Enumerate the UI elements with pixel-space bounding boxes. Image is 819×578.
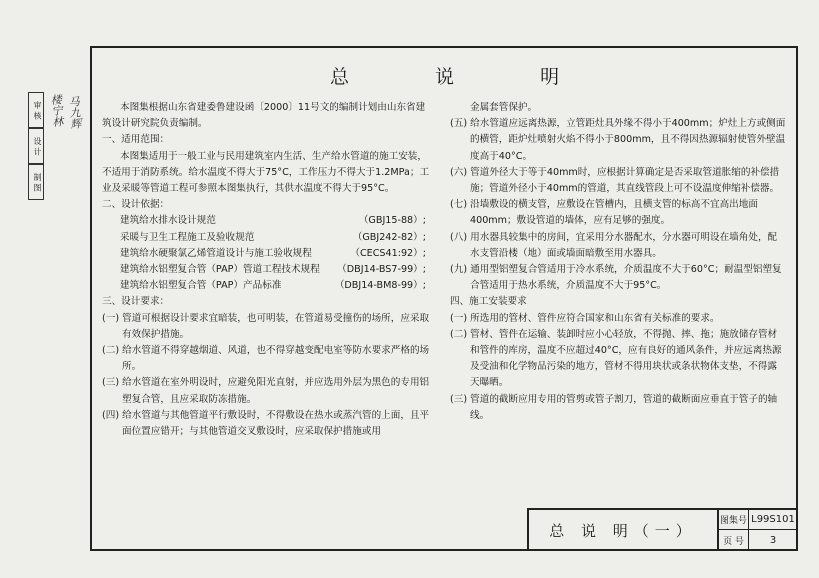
signature-1: 楼宁林 [48,93,65,128]
code-name: 采暖与卫生工程施工及验收规范 [120,231,255,243]
requirement-item: (三) 给水管道在室外明设时，应避免阳光直射，并应选用外层为黑色的专用铝塑复合管，且应采取防冻措施。 [102,377,430,405]
signature-2: 马九辉 [66,95,83,130]
code-row [102,230,432,246]
requirement-item: (五) 给水管道应远离热源，立管距灶具外缘不得小于400mm；炉灶上方或侧面的横管，距炉灶喷射火焰不得小于800mm，且不得因热源辐射使管外壁温度高于40°C。 [450,118,786,162]
code-name: 建筑给水铝塑复合管（PAP）管道工程技术规程 [120,264,320,276]
installation-item: (三) 管道的截断应用专用的管剪或管子割刀，管道的截断面应垂直于管子的轴线。 [450,393,778,421]
code-name: 建筑给水铝塑复合管（PAP）产品标准 [120,280,282,292]
title-block-name: 总 说 明（一） [529,510,719,550]
section-4-heading: 四、施工安装要求 [450,296,527,308]
requirement-item: (一) 管道可根据设计要求宜暗装，也可明装，在管道易受撞伤的场所，应采取有效保护措施。 [102,312,430,340]
continued-text: 金属套管保护。 [470,102,538,113]
code-row [102,262,432,278]
sig-label-draw: 制 图 [28,164,44,200]
requirement-item: (七) 沿墙敷设的横支管，应敷设在管槽内，且横支管的标高不宜高出地面400mm；敷设管道的墙体，应有足够的强度。 [450,199,758,227]
code-number: （GBJ15-88）; [358,215,426,227]
title-block [527,508,797,550]
section-1-heading: 一、适用范围： [102,134,170,146]
code-number: （DBJ14-BS7-99）; [337,264,426,276]
installation-item: (二) 管材、管件在运输、装卸时应小心轻放，不得抛、摔、拖；施放储存管材和管件的库房，温度不应超过40°C，应有良好的通风条件，并应远离热源及受油和化学物品污染的地方，管材不得用块状或条状物体支垫，不得露天曝晒。 [450,328,782,389]
requirement-item: (九) 通用型铝塑复合管适用于冷水系统，介质温度不大于60°C；耐温型铝塑复合管适用于热水系统，介质温度不大于95°C。 [450,264,782,292]
atlas-number-label: 图集号 [719,510,749,530]
section-3-heading: 三、设计要求： [102,296,170,308]
left-column [102,100,432,440]
code-name: 建筑给水排水设计规范 [120,215,216,227]
code-number: （GBJ242-82）; [352,231,426,243]
code-row [102,213,432,229]
section-1-body: 本图集适用于一般工业与民用建筑室内生活、生产给水管道的施工安装，不适用于消防系统。给水温度不得大于75°C，工作压力不得大于1.2MPa；工业及采暖等管道工程可参照本图集执行，其供水温度不得大于95°C。 [102,150,430,195]
sig-label-design: 设 计 [28,128,44,164]
section-2-heading: 二、设计依据： [102,199,170,211]
code-number: （DBJ14-BM8-99）; [334,280,426,292]
right-column [450,100,786,424]
code-row [102,246,432,262]
page-number-value: 3 [769,534,777,546]
requirement-item: (二) 给水管道不得穿越烟道、风道，也不得穿越变配电室等防水要求严格的场所。 [102,345,430,373]
requirement-item: (六) 管道外径大于等于40mm时，应根据计算确定是否采取管道胀缩的补偿措施；管道外径小于40mm的管道，其直线管段上可不设温度伸缩补偿器。 [450,166,780,195]
signature-strip [28,92,46,200]
intro-paragraph: 本图集根据山东省建委鲁建设函〔2000〕11号文的编制计划由山东省建筑设计研究院负责编制。 [102,102,426,130]
installation-item: (一) 所选用的管材、管件应符合国家和山东省有关标准的要求。 [450,312,720,324]
code-number: （CECS41:92）; [350,247,426,259]
requirement-item: (四) 给水管道与其他管道平行敷设时，不得敷设在热水或蒸汽管的上面，且平面位置应错开；与其他管道交叉敷设时，应采取保护措施或用 [102,409,430,438]
sig-label-review: 审 核 [28,92,44,128]
page-number-label: 页 号 [719,530,749,550]
page-title: 总 说 明 [330,66,600,88]
code-name: 建筑给水硬聚氯乙烯管道设计与施工验收规程 [120,247,312,259]
code-row [102,278,432,294]
requirement-item: (八) 用水器具较集中的房间，宜采用分水器配水，分水器可明设在墙角处，配水支管沿楼（地）面或墙面暗敷至用水器具。 [450,231,778,259]
atlas-number-value: L99S101 [749,510,797,530]
